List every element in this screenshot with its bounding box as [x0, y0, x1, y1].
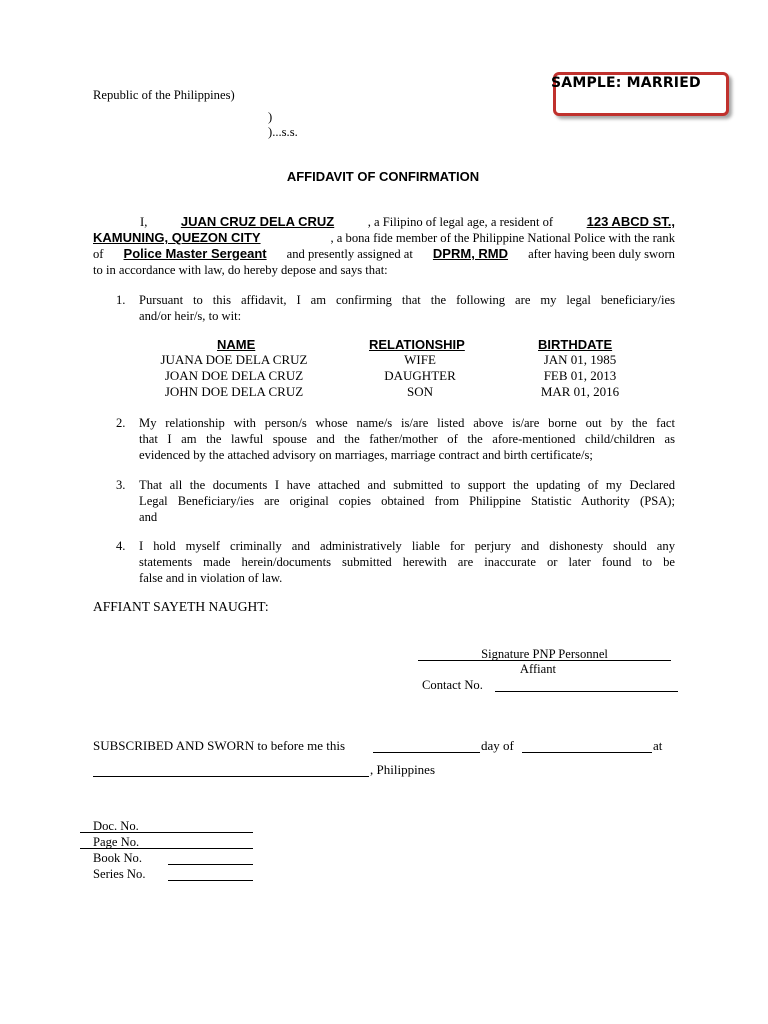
- venue-paren: ): [268, 110, 273, 124]
- item-3-line-1: That all the documents I have attached and submitted to support the updating of my Declared: [139, 478, 675, 492]
- table-cell-birthdate: JAN 01, 1985: [543, 352, 617, 367]
- item-4-text: [139, 538, 675, 586]
- closing-statement: AFFIANT SAYETH NAUGHT:: [93, 599, 269, 614]
- intro-text-4: after having been duly sworn: [528, 247, 675, 261]
- intro-text-2: , a bona fide member of the Philippine National Police with the rank: [330, 231, 675, 245]
- table-header-birthdate: BIRTHDATE: [538, 337, 613, 352]
- jurat-text-4: , Philippines: [370, 762, 436, 777]
- item-3-line-2: Legal Beneficiary/ies are original copies obtained from Philippine Statistic Authority (PSA);: [139, 494, 675, 508]
- book-no-line: [168, 864, 253, 865]
- table-cell-birthdate: FEB 01, 2013: [543, 368, 617, 383]
- venue-ss: )...s.s.: [268, 125, 298, 139]
- item-3-line-3: and: [139, 510, 158, 524]
- item-2-line-2: that I am the lawful spouse and the father/mother of the afore-mentioned child/children as: [139, 432, 675, 446]
- signature-label: Signature PNP Personnel: [481, 647, 608, 661]
- item-1-text: [139, 292, 675, 324]
- doc-no-line: [80, 832, 253, 833]
- intro-text-1: , a Filipino of legal age, a resident of: [367, 215, 554, 229]
- rank: Police Master Sergeant: [123, 246, 267, 261]
- contact-line: [495, 691, 678, 692]
- table-cell-relationship: WIFE: [404, 352, 436, 367]
- affiant-role: Affiant: [519, 662, 557, 676]
- address-line-2: KAMUNING, QUEZON CITY: [93, 230, 261, 245]
- document-title: AFFIDAVIT OF CONFIRMATION: [286, 169, 480, 184]
- intro-line-2: [93, 230, 675, 246]
- table-cell-name: JOAN DOE DELA CRUZ: [164, 368, 304, 383]
- intro-of: of: [93, 247, 104, 261]
- item-1-line-2: and/or heir/s, to wit:: [139, 309, 242, 323]
- page-no-line: [80, 848, 253, 849]
- item-2-line-3: evidenced by the attached advisory on marriages, marriage contract and birth certificate/s;: [139, 448, 593, 462]
- intro-text-3: and presently assigned at: [286, 247, 413, 261]
- table-cell-relationship: DAUGHTER: [384, 368, 456, 383]
- item-4-line-1: I hold myself criminally and administratively liable for perjury and dishonesty should any: [139, 539, 675, 553]
- doc-no-label: Doc. No.: [93, 819, 139, 833]
- item-3-number: 3.: [116, 478, 126, 492]
- intro-line-1: [93, 214, 675, 230]
- item-2-line-1: My relationship with person/s whose name/s is/are listed above is/are borne out by the fact: [139, 416, 675, 430]
- item-1-line-1: Pursuant to this affidavit, I am confirming that the following are my legal beneficiary/ies: [139, 293, 675, 307]
- unit-assignment: DPRM, RMD: [432, 246, 509, 261]
- page-no-label: Page No.: [93, 835, 140, 849]
- table-cell-name: JOHN DOE DELA CRUZ: [164, 384, 304, 399]
- contact-label: Contact No.: [422, 678, 483, 692]
- series-no-label: Series No.: [93, 867, 146, 881]
- table-header-name: NAME: [217, 337, 256, 352]
- jurat-month-line: [522, 752, 652, 753]
- intro-line-4: to in accordance with law, do hereby depose and says that:: [93, 263, 388, 277]
- table-cell-relationship: SON: [406, 384, 433, 399]
- item-2-number: 2.: [116, 416, 126, 430]
- item-4-number: 4.: [116, 539, 126, 553]
- intro-line-3: [93, 246, 675, 262]
- affiant-name: JUAN CRUZ DELA CRUZ: [180, 214, 335, 229]
- item-3-text: [139, 477, 675, 525]
- intro-i: I,: [140, 215, 148, 229]
- jurat-place-line: [93, 776, 369, 777]
- jurat-text-1: SUBSCRIBED AND SWORN to before me this: [93, 738, 346, 753]
- jurat-text-2: day of: [481, 738, 514, 753]
- sample-stamp-label: SAMPLE: MARRIED: [551, 75, 701, 91]
- address-line-1: 123 ABCD ST.,: [586, 214, 675, 229]
- item-1-number: 1.: [116, 293, 126, 307]
- table-header-relationship: RELATIONSHIP: [369, 337, 465, 352]
- table-cell-birthdate: MAR 01, 2016: [540, 384, 620, 399]
- book-no-label: Book No.: [93, 851, 142, 865]
- series-no-line: [168, 880, 253, 881]
- item-4-line-3: false and in violation of law.: [139, 571, 283, 585]
- country-header: Republic of the Philippines): [93, 88, 235, 102]
- table-cell-name: JUANA DOE DELA CRUZ: [160, 352, 308, 367]
- jurat-day-line: [373, 752, 480, 753]
- item-4-line-2: statements made herein/documents submitted herewith are inaccurate or later found to be: [139, 555, 675, 569]
- jurat-text-3: at: [653, 738, 663, 753]
- item-2-text: [139, 415, 675, 463]
